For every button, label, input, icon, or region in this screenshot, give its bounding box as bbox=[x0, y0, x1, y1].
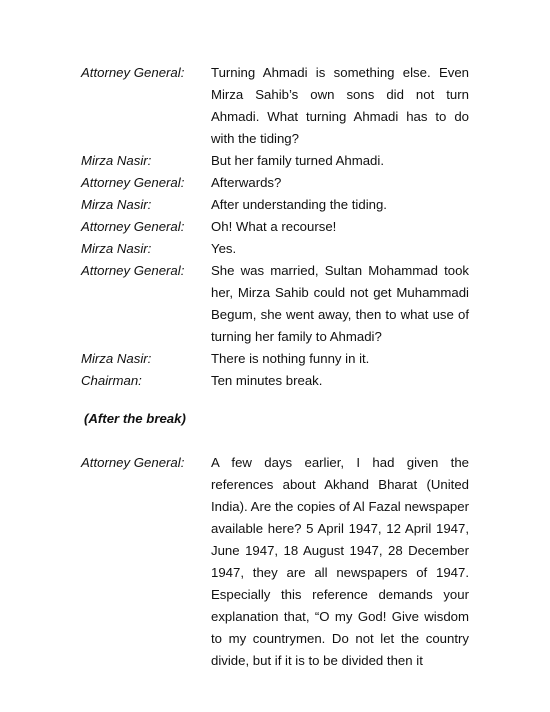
speaker-label: Chairman: bbox=[81, 373, 142, 388]
speech-text: Oh! What a recourse! bbox=[211, 219, 337, 234]
speaker-label: Mirza Nasir: bbox=[81, 351, 152, 366]
speaker-label: Attorney General: bbox=[81, 175, 185, 190]
dialogue-row bbox=[81, 238, 469, 260]
dialogue-row bbox=[81, 150, 469, 172]
speech-text: Ten minutes break. bbox=[211, 373, 323, 388]
dialogue-row bbox=[81, 260, 469, 348]
speech-text: After understanding the tiding. bbox=[211, 197, 387, 212]
speech-text: She was married, Sultan Mohammad took her, Mirza Sahib could not get Muhammadi Begum, she went away, then to what use of turning her family to Ahmadi? bbox=[211, 263, 469, 344]
speech-text: But her family turned Ahmadi. bbox=[211, 153, 384, 168]
speaker-label: Mirza Nasir: bbox=[81, 197, 152, 212]
speaker-label: Mirza Nasir: bbox=[81, 153, 152, 168]
speaker-label: Attorney General: bbox=[81, 65, 185, 80]
speech-text: Yes. bbox=[211, 241, 237, 256]
dialogue-row bbox=[81, 370, 469, 392]
dialogue-row bbox=[81, 62, 469, 150]
dialogue-row bbox=[81, 172, 469, 194]
speech-text: A few days earlier, I had given the references about Akhand Bharat (United India). Are the copies of Al Fazal newspaper available here? 5 April 1947, 12 April 1947, June 1947, 18 August 1947, 28 December 1947, they are all newspapers of 1947. Especially this reference demands your explanation that, “O my God! Give wisdom to my countrymen. Do not let the country divide, but if it is to be divided then it bbox=[211, 455, 469, 668]
speaker-label: Attorney General: bbox=[81, 219, 185, 234]
dialogue-section-2 bbox=[81, 452, 469, 672]
dialogue-row bbox=[81, 452, 469, 672]
dialogue-row bbox=[81, 216, 469, 238]
break-heading: (After the break) bbox=[84, 411, 186, 426]
dialogue-section-1 bbox=[81, 62, 469, 392]
dialogue-row bbox=[81, 194, 469, 216]
speech-text: Turning Ahmadi is something else. Even Mirza Sahib’s own sons did not turn Ahmadi. What turning Ahmadi has to do with the tiding? bbox=[211, 65, 469, 146]
speaker-label: Attorney General: bbox=[81, 455, 185, 470]
dialogue-row bbox=[81, 348, 469, 370]
speech-text: There is nothing funny in it. bbox=[211, 351, 370, 366]
speech-text: Afterwards? bbox=[211, 175, 282, 190]
speaker-label: Attorney General: bbox=[81, 263, 185, 278]
speaker-label: Mirza Nasir: bbox=[81, 241, 152, 256]
